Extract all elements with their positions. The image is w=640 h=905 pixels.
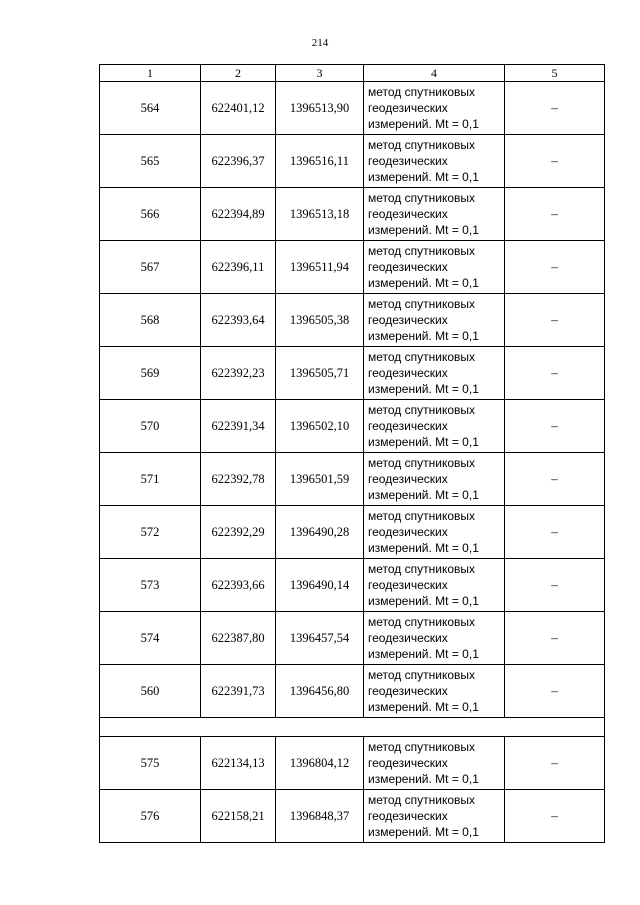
separator-row: [100, 718, 605, 737]
method-line: геодезических: [368, 525, 448, 539]
method-line: геодезических: [368, 207, 448, 221]
point-number-cell: 571: [100, 453, 201, 506]
method-line: измерений. Mt = 0,1: [368, 594, 479, 608]
x-coordinate-cell: 622134,13: [201, 737, 276, 790]
method-line: метод спутниковых: [368, 244, 476, 258]
header-cell-1: 1: [100, 65, 201, 82]
method-line: измерений. Mt = 0,1: [368, 772, 479, 786]
y-coordinate-cell: 1396516,11: [276, 135, 364, 188]
table-row: [100, 559, 605, 612]
method-line: геодезических: [368, 809, 448, 823]
table-row: [100, 82, 605, 135]
note-cell: –: [505, 400, 605, 453]
method-line: измерений. Mt = 0,1: [368, 329, 479, 343]
method-cell: [364, 241, 505, 294]
y-coordinate-cell: 1396848,37: [276, 790, 364, 843]
method-line: геодезических: [368, 260, 448, 274]
method-line: метод спутниковых: [368, 615, 476, 629]
method-line: метод спутниковых: [368, 509, 476, 523]
table-row: [100, 737, 605, 790]
note-cell: –: [505, 347, 605, 400]
y-coordinate-cell: 1396513,90: [276, 82, 364, 135]
method-line: геодезических: [368, 419, 448, 433]
point-number-cell: 569: [100, 347, 201, 400]
table-row: [100, 241, 605, 294]
note-cell: –: [505, 82, 605, 135]
method-line: метод спутниковых: [368, 138, 476, 152]
method-line: геодезических: [368, 684, 448, 698]
method-line: геодезических: [368, 101, 448, 115]
x-coordinate-cell: 622391,34: [201, 400, 276, 453]
header-cell-5: 5: [505, 65, 605, 82]
y-coordinate-cell: 1396457,54: [276, 612, 364, 665]
separator-cell: [100, 718, 605, 737]
y-coordinate-cell: 1396502,10: [276, 400, 364, 453]
note-cell: –: [505, 665, 605, 718]
method-cell: [364, 294, 505, 347]
method-cell: [364, 82, 505, 135]
note-cell: –: [505, 135, 605, 188]
x-coordinate-cell: 622392,78: [201, 453, 276, 506]
method-line: метод спутниковых: [368, 297, 476, 311]
table-row: [100, 188, 605, 241]
method-line: геодезических: [368, 631, 448, 645]
x-coordinate-cell: 622392,29: [201, 506, 276, 559]
point-number-cell: 568: [100, 294, 201, 347]
note-cell: –: [505, 612, 605, 665]
method-line: метод спутниковых: [368, 668, 476, 682]
x-coordinate-cell: 622393,66: [201, 559, 276, 612]
method-line: измерений. Mt = 0,1: [368, 541, 479, 555]
method-cell: [364, 347, 505, 400]
x-coordinate-cell: 622394,89: [201, 188, 276, 241]
x-coordinate-cell: 622391,73: [201, 665, 276, 718]
method-line: метод спутниковых: [368, 191, 476, 205]
table-row: [100, 790, 605, 843]
method-line: измерений. Mt = 0,1: [368, 488, 479, 502]
point-number-cell: 570: [100, 400, 201, 453]
page-number: 214: [311, 37, 329, 49]
note-cell: –: [505, 241, 605, 294]
method-cell: [364, 737, 505, 790]
table-row: [100, 347, 605, 400]
x-coordinate-cell: 622392,23: [201, 347, 276, 400]
point-number-cell: 564: [100, 82, 201, 135]
method-cell: [364, 665, 505, 718]
point-number-cell: 575: [100, 737, 201, 790]
method-cell: [364, 506, 505, 559]
x-coordinate-cell: 622158,21: [201, 790, 276, 843]
header-cell-2: 2: [201, 65, 276, 82]
method-line: измерений. Mt = 0,1: [368, 276, 479, 290]
y-coordinate-cell: 1396511,94: [276, 241, 364, 294]
x-coordinate-cell: 622396,37: [201, 135, 276, 188]
note-cell: –: [505, 737, 605, 790]
point-number-cell: 572: [100, 506, 201, 559]
method-cell: [364, 453, 505, 506]
y-coordinate-cell: 1396505,38: [276, 294, 364, 347]
method-line: измерений. Mt = 0,1: [368, 170, 479, 184]
method-line: метод спутниковых: [368, 793, 476, 807]
y-coordinate-cell: 1396804,12: [276, 737, 364, 790]
method-cell: [364, 612, 505, 665]
method-line: геодезических: [368, 756, 448, 770]
method-line: геодезических: [368, 313, 448, 327]
y-coordinate-cell: 1396490,28: [276, 506, 364, 559]
note-cell: –: [505, 790, 605, 843]
method-line: геодезических: [368, 154, 448, 168]
method-line: метод спутниковых: [368, 85, 476, 99]
x-coordinate-cell: 622387,80: [201, 612, 276, 665]
note-cell: –: [505, 506, 605, 559]
y-coordinate-cell: 1396513,18: [276, 188, 364, 241]
method-line: метод спутниковых: [368, 562, 476, 576]
method-line: метод спутниковых: [368, 403, 476, 417]
method-line: измерений. Mt = 0,1: [368, 382, 479, 396]
method-line: геодезических: [368, 578, 448, 592]
y-coordinate-cell: 1396505,71: [276, 347, 364, 400]
note-cell: –: [505, 294, 605, 347]
point-number-cell: 573: [100, 559, 201, 612]
table-row: [100, 453, 605, 506]
method-cell: [364, 188, 505, 241]
method-line: измерений. Mt = 0,1: [368, 117, 479, 131]
note-cell: –: [505, 453, 605, 506]
method-line: измерений. Mt = 0,1: [368, 647, 479, 661]
point-number-cell: 566: [100, 188, 201, 241]
table-header-row: [100, 65, 605, 82]
table-body: [100, 65, 605, 843]
point-number-cell: 576: [100, 790, 201, 843]
table-row: [100, 612, 605, 665]
header-cell-3: 3: [276, 65, 364, 82]
y-coordinate-cell: 1396501,59: [276, 453, 364, 506]
table-row: [100, 400, 605, 453]
x-coordinate-cell: 622396,11: [201, 241, 276, 294]
table-row: [100, 665, 605, 718]
table-row: [100, 506, 605, 559]
note-cell: –: [505, 188, 605, 241]
method-line: измерений. Mt = 0,1: [368, 700, 479, 714]
table-row: [100, 135, 605, 188]
method-line: измерений. Mt = 0,1: [368, 435, 479, 449]
method-line: метод спутниковых: [368, 740, 476, 754]
method-cell: [364, 135, 505, 188]
method-cell: [364, 400, 505, 453]
method-line: метод спутниковых: [368, 350, 476, 364]
table-row: [100, 294, 605, 347]
point-number-cell: 567: [100, 241, 201, 294]
point-number-cell: 560: [100, 665, 201, 718]
note-cell: –: [505, 559, 605, 612]
method-line: геодезических: [368, 366, 448, 380]
x-coordinate-cell: 622393,64: [201, 294, 276, 347]
point-number-cell: 565: [100, 135, 201, 188]
coordinates-table: [99, 64, 605, 843]
y-coordinate-cell: 1396456,80: [276, 665, 364, 718]
method-line: метод спутниковых: [368, 456, 476, 470]
method-line: геодезических: [368, 472, 448, 486]
method-line: измерений. Mt = 0,1: [368, 223, 479, 237]
x-coordinate-cell: 622401,12: [201, 82, 276, 135]
header-cell-4: 4: [364, 65, 505, 82]
method-cell: [364, 559, 505, 612]
point-number-cell: 574: [100, 612, 201, 665]
method-line: измерений. Mt = 0,1: [368, 825, 479, 839]
y-coordinate-cell: 1396490,14: [276, 559, 364, 612]
method-cell: [364, 790, 505, 843]
